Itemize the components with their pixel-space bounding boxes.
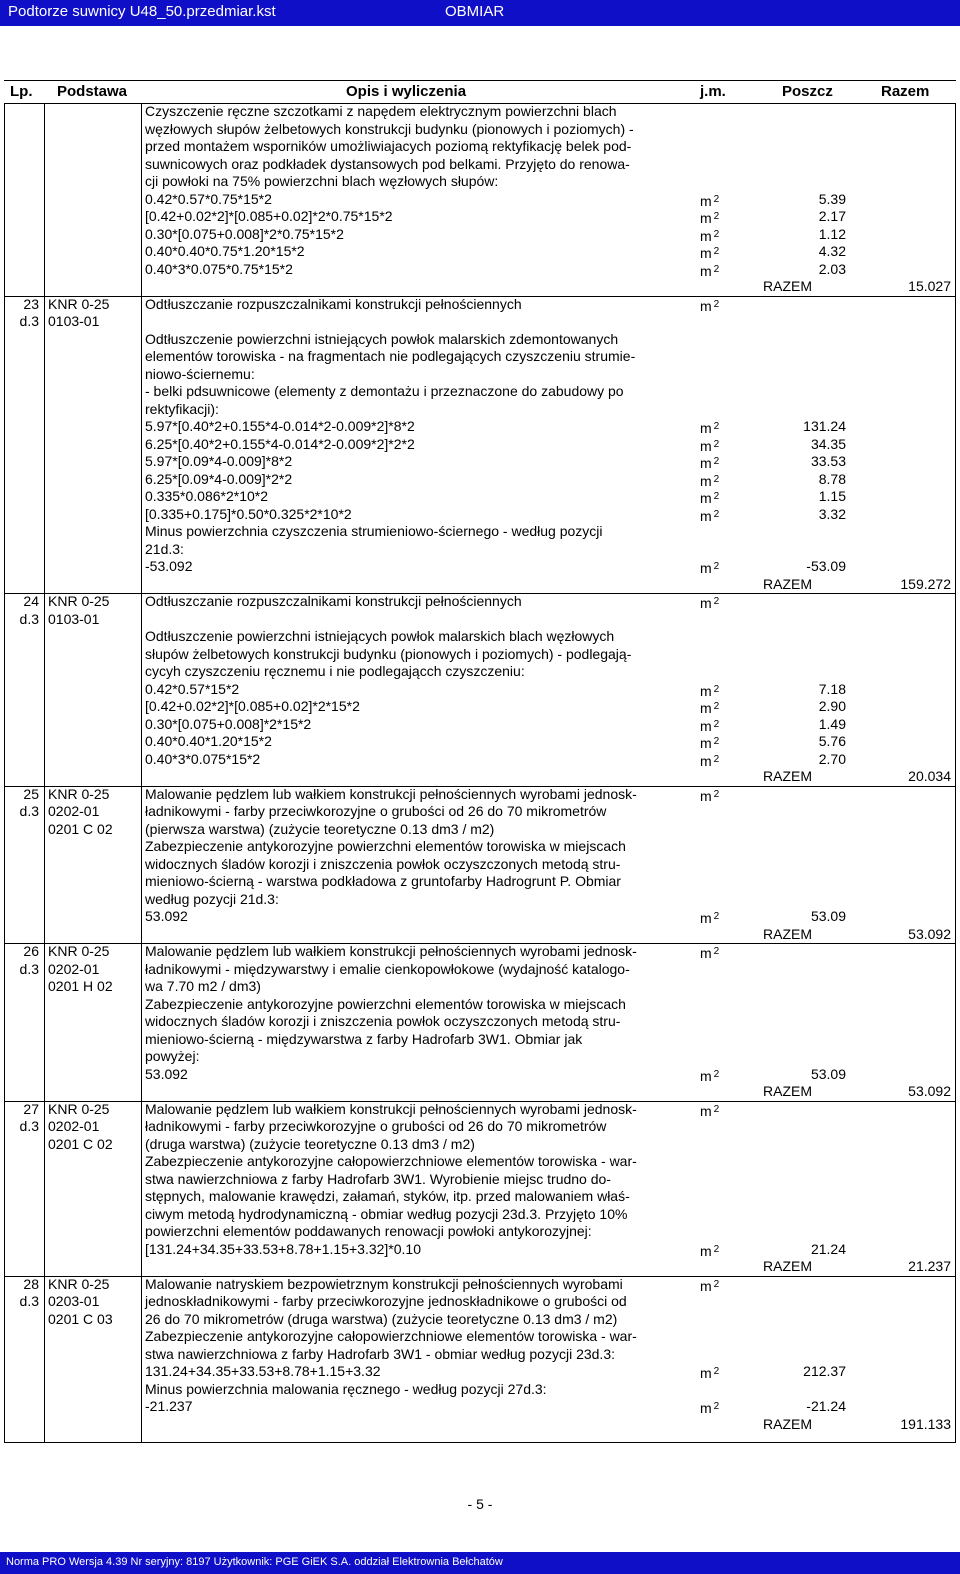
description-text: ładnikowymi - farby przeciwkorozyjne o grubości od 26 do 70 mikrometrów [145, 1118, 607, 1134]
description-text: 5.97*[0.09*4-0.009]*8*2 [145, 453, 293, 469]
description-text: [131.24+34.35+33.53+8.78+1.15+3.32]*0.10 [145, 1240, 421, 1257]
razem-label: RAZEM [763, 1415, 812, 1432]
description-text: ciwym metodą hydrodynamiczną - obmiar według pozycji 23d.3. Przyjęto 10% [145, 1205, 628, 1222]
description-text: [0.335+0.175]*0.50*0.325*2*10*2 [145, 505, 352, 522]
unit-cell: m $^2$ [700, 595, 720, 611]
unit-cell: m $^2$ [700, 245, 720, 261]
unit-cell: m $^2$ [700, 297, 720, 314]
unit-cell: m $^2$ [700, 1242, 720, 1259]
description-text: stwa nawierzchniowa z farby Hadrofarb 3W1. Wyrobienie miejsc trudno do- [145, 1170, 611, 1187]
table-row [0, 1346, 960, 1364]
table-row [0, 1136, 960, 1154]
table-bottom-border [4, 1442, 956, 1443]
description-text: ładnikowymi - międzywarstwy i emalie cienkopowłokowe (wydajność katalogo- [145, 960, 630, 977]
description-text: 26 do 70 mikrometrów (druga warstwa) (zużycie teoretyczne 0.13 dm3 / m2) [145, 1310, 618, 1327]
description-text: elementów torowiska - na fragmentach nie podlegających czyszczeniu strumie- [145, 348, 636, 364]
position-number: d.3 [19, 1293, 39, 1309]
table-row [0, 138, 960, 156]
quantity-cell: 8.78 [818, 470, 846, 487]
unit-cell: m $^2$ [700, 682, 720, 699]
quantity-cell: 1.49 [818, 715, 846, 732]
description-text: Odtłuszczanie rozpuszczalnikami konstrukcji pełnościennych [145, 593, 522, 609]
unit-cell: m $^2$ [700, 1365, 720, 1381]
table-row [0, 1258, 960, 1276]
razem-value: 15.027 [908, 278, 951, 294]
table-row [0, 751, 960, 769]
table-row [0, 506, 960, 524]
description-text: węzłowych słupów żelbetowych konstrukcji budynku (pionowych i poziomych) - [145, 120, 634, 137]
unit-cell: m $^2$ [700, 1400, 720, 1416]
description-text: 6.25*[0.40*2+0.155*4-0.014*2-0.009*2]*2*2 [145, 435, 415, 452]
description-text: suwnicowych oraz podkładek dystansowych pod belkami. Przyjęto do renowa- [145, 155, 630, 172]
table-row [0, 1118, 960, 1136]
table-row [0, 856, 960, 874]
table-row [0, 331, 960, 349]
description-text: mieniowo-ścierną - międzywarstwa z farby Hadrofarb 3W1. Obmiar jak [145, 1030, 583, 1047]
description-text: niowo-ściernemu: [145, 365, 255, 382]
description-text: 0.30*[0.075+0.008]*2*15*2 [145, 715, 312, 732]
quantity-cell: 5.39 [818, 190, 846, 207]
basis-code: 0201 C 02 [48, 1135, 113, 1152]
razem-label: RAZEM [763, 1258, 812, 1274]
basis-code: 0202-01 [48, 960, 100, 977]
position-number: 24 [23, 593, 39, 609]
table-row [0, 943, 960, 961]
table-row [0, 1311, 960, 1329]
description-text: Odtłuszczanie rozpuszczalnikami konstrukcji pełnościennych [145, 295, 522, 312]
basis-code: KNR 0-25 [48, 1100, 110, 1117]
table-row [0, 593, 960, 611]
description-text: (druga warstwa) (zużycie teoretyczne 0.13 dm3 / m2) [145, 1135, 475, 1152]
table-row [0, 733, 960, 751]
description-text: Odtłuszczenie powierzchni istniejących powłok malarskich zdemontowanych [145, 330, 619, 347]
description-text: Czyszczenie ręczne szczotkami z napędem elektrycznym powierzchni blach [145, 103, 617, 119]
quantity-cell: 3.32 [818, 505, 846, 522]
table-row [0, 488, 960, 506]
basis-code: KNR 0-25 [48, 943, 110, 959]
table-row [0, 1223, 960, 1241]
quantity-cell: 7.18 [818, 680, 846, 697]
header-opis: Opis i wyliczenia [346, 83, 467, 100]
table-row [0, 523, 960, 541]
basis-code: KNR 0-25 [48, 1275, 110, 1292]
table-row [0, 716, 960, 734]
razem-label: RAZEM [763, 1083, 812, 1099]
description-text: wa 7.70 m2 / dm3) [145, 978, 261, 994]
table-row [0, 873, 960, 891]
table-row [0, 558, 960, 576]
unit-cell: m $^2$ [700, 910, 720, 926]
table-row [0, 611, 960, 629]
description-text: słupów żelbetowych konstrukcji budynku (pionowych i poziomych) - podlegają- [145, 645, 632, 662]
basis-code: 0202-01 [48, 803, 100, 819]
description-text: 0.40*0.40*1.20*15*2 [145, 733, 272, 749]
table-row [0, 1031, 960, 1049]
table-row [0, 663, 960, 681]
quantity-cell: 33.53 [810, 453, 846, 469]
description-text: - belki pdsuwnicowe (elementy z demontażu i przeznaczone do zabudowy po [145, 383, 624, 399]
section-name: OBMIAR [445, 3, 505, 20]
title-bar [0, 0, 960, 26]
unit-cell: m $^2$ [700, 227, 720, 244]
table-row [0, 961, 960, 979]
quantity-cell: 212.37 [803, 1363, 846, 1379]
quantity-cell: 4.32 [818, 243, 846, 259]
description-text: Malowanie natryskiem bezpowietrznym konstrukcji pełnościennych wyrobami [145, 1275, 623, 1292]
razem-value: 191.133 [900, 1415, 951, 1432]
description-text: Zabezpieczenie antykorozyjne powierzchni elementów torowiska w miejscach [145, 995, 626, 1012]
razem-label: RAZEM [763, 768, 812, 784]
basis-code: KNR 0-25 [48, 785, 110, 802]
table-row [0, 401, 960, 419]
quantity-cell: 131.24 [803, 418, 846, 434]
unit-cell: m $^2$ [700, 472, 720, 489]
description-text: Malowanie pędzlem lub wałkiem konstrukcji pełnościennych wyrobami jednosk- [145, 943, 637, 959]
unit-cell: m $^2$ [700, 560, 720, 576]
description-text: mieniowo-ścierną - warstwa podkładowa z gruntofarby Hadrogrunt P. Obmiar [145, 873, 621, 889]
table-row [0, 296, 960, 314]
table-row [0, 191, 960, 209]
razem-label: RAZEM [763, 925, 812, 942]
table-row [0, 1416, 960, 1434]
table-row [0, 1398, 960, 1416]
unit-cell: m $^2$ [700, 717, 720, 734]
quantity-cell: 1.15 [818, 488, 846, 504]
table-row [0, 453, 960, 471]
description-text: widocznych śladów korozji i zniszczenia powłok oczyszczonych metodą stru- [145, 855, 621, 872]
table-row [0, 436, 960, 454]
unit-cell: m $^2$ [700, 752, 720, 769]
description-text: -21.237 [145, 1398, 193, 1414]
description-text: 0.42*0.57*15*2 [145, 680, 240, 697]
basis-code: 0203-01 [48, 1293, 100, 1309]
description-text: (pierwsza warstwa) (zużycie teoretyczne 0.13 dm3 / m2) [145, 820, 495, 837]
table-row [0, 261, 960, 279]
basis-code: 0201 H 02 [48, 978, 113, 994]
table-row [0, 698, 960, 716]
table-row [0, 628, 960, 646]
unit-cell: m $^2$ [700, 455, 720, 471]
table-row [0, 366, 960, 384]
unit-cell: m $^2$ [700, 700, 720, 716]
quantity-cell: -53.09 [806, 558, 846, 574]
description-text: Zabezpieczenie antykorozyjne całopowierzchniowe elementów torowiska - war- [145, 1153, 637, 1169]
description-text: Minus powierzchnia czyszczenia strumieniowo-ściernego - według pozycji [145, 523, 603, 539]
quantity-cell: 1.12 [818, 225, 846, 242]
table-row [0, 768, 960, 786]
description-text: 131.24+34.35+33.53+8.78+1.15+3.32 [145, 1363, 381, 1379]
table-row [0, 278, 960, 296]
quantity-cell: 53.09 [810, 908, 846, 924]
quantity-cell: 2.03 [818, 260, 846, 277]
unit-cell: m $^2$ [700, 1067, 720, 1084]
razem-value: 20.034 [908, 768, 951, 784]
razem-label: RAZEM [763, 575, 812, 592]
position-number: d.3 [19, 1118, 39, 1134]
description-text: cji powłoki na 75% powierzchni blach węzłowych słupów: [145, 173, 499, 189]
description-text: 53.092 [145, 908, 188, 924]
table-row [0, 243, 960, 261]
table-row [0, 173, 960, 191]
razem-value: 159.272 [900, 575, 951, 592]
description-text: cycyh czyszczeniu ręcznemu i nie podlegającch czyszczeniu: [145, 663, 525, 679]
description-text: 21d.3: [145, 540, 184, 557]
basis-code: KNR 0-25 [48, 593, 110, 609]
unit-cell: m $^2$ [700, 210, 720, 226]
footer-bar [0, 1552, 960, 1574]
table-row [0, 541, 960, 559]
position-number: d.3 [19, 313, 39, 329]
description-text: ładnikowymi - farby przeciwkorozyjne o grubości od 26 do 70 mikrometrów [145, 803, 607, 819]
description-text: Malowanie pędzlem lub wałkiem konstrukcji pełnościennych wyrobami jednosk- [145, 1100, 637, 1117]
table-row [0, 1276, 960, 1294]
table-row [0, 978, 960, 996]
description-text: Malowanie pędzlem lub wałkiem konstrukcji pełnościennych wyrobami jednosk- [145, 785, 637, 802]
description-text: widocznych śladów korozji i zniszczenia powłok oczyszczonych metodą stru- [145, 1013, 621, 1029]
razem-value: 53.092 [908, 1083, 951, 1099]
unit-cell: m $^2$ [700, 787, 720, 804]
table-row [0, 1048, 960, 1066]
unit-cell: m $^2$ [700, 437, 720, 454]
table-row [0, 838, 960, 856]
unit-cell: m $^2$ [700, 735, 720, 751]
description-text: stępnych, malowanie krawędzi, załamań, styków, itp. przed malowaniem właś- [145, 1188, 630, 1204]
position-number: d.3 [19, 960, 39, 977]
basis-code: 0201 C 03 [48, 1310, 113, 1327]
header-jm: j.m. [700, 83, 726, 100]
table-row [0, 156, 960, 174]
quantity-cell: 5.76 [818, 733, 846, 749]
description-text: jednoskładnikowymi - farby przeciwkorozyjne jednoskładnikowe o grubości od [145, 1293, 627, 1309]
basis-code: 0202-01 [48, 1118, 100, 1134]
basis-code: 0103-01 [48, 610, 100, 627]
table-row [0, 1206, 960, 1224]
table-row [0, 226, 960, 244]
table-row [0, 1153, 960, 1171]
basis-code: 0103-01 [48, 313, 100, 329]
table-row [0, 908, 960, 926]
footer-text: Norma PRO Wersja 4.39 Nr seryjny: 8197 Użytkownik: PGE GiEK S.A. oddział Elektrownia Bełchatów [6, 1556, 503, 1568]
table-row [0, 208, 960, 226]
quantity-cell: 2.90 [818, 698, 846, 714]
position-number: 27 [23, 1100, 39, 1117]
description-text: stwa nawierzchniowa z farby Hadrofarb 3W1 - obmiar według pozycji 23d.3: [145, 1345, 615, 1362]
unit-cell: m $^2$ [700, 420, 720, 436]
description-text: 0.40*0.40*0.75*1.20*15*2 [145, 243, 305, 259]
table-row [0, 681, 960, 699]
quantity-cell: 53.09 [810, 1065, 846, 1082]
table-row [0, 646, 960, 664]
description-text: powierzchni elementów poddawanych renowacji powłoki antykorozyjnej: [145, 1223, 592, 1239]
description-text: według pozycji 21d.3: [145, 890, 279, 907]
description-text: 5.97*[0.40*2+0.155*4-0.014*2-0.009*2]*8*2 [145, 418, 415, 434]
table-row [0, 121, 960, 139]
quantity-cell: 2.70 [818, 750, 846, 767]
description-text: -53.092 [145, 558, 193, 574]
table-row [0, 1241, 960, 1259]
razem-value: 53.092 [908, 925, 951, 942]
description-text: [0.42+0.02*2]*[0.085+0.02]*2*0.75*15*2 [145, 208, 393, 224]
description-text: powyżej: [145, 1048, 200, 1064]
description-text: Zabezpieczenie antykorozyjne powierzchni elementów torowiska w miejscach [145, 838, 626, 854]
description-text: Odtłuszczenie powierzchni istniejących powłok malarskich blach węzłowych [145, 628, 615, 644]
quantity-cell: 21.24 [810, 1240, 846, 1257]
table-row [0, 803, 960, 821]
position-number: 26 [23, 943, 39, 959]
description-text: 0.42*0.57*0.75*15*2 [145, 190, 272, 207]
table-row [0, 383, 960, 401]
document-filename: Podtorze suwnicy U48_50.przedmiar.kst [8, 3, 276, 20]
unit-cell: m $^2$ [700, 1277, 720, 1294]
table-row [0, 313, 960, 331]
table-row [0, 996, 960, 1014]
header-podstawa: Podstawa [57, 83, 128, 100]
position-number: 25 [23, 785, 39, 802]
description-text: 0.40*3*0.075*15*2 [145, 750, 261, 767]
unit-cell: m $^2$ [700, 262, 720, 279]
unit-cell: m $^2$ [700, 945, 720, 961]
razem-label: RAZEM [763, 278, 812, 294]
description-text: [0.42+0.02*2]*[0.085+0.02]*2*15*2 [145, 698, 360, 714]
table-row [0, 821, 960, 839]
table-row [0, 471, 960, 489]
description-text: Minus powierzchnia malowania ręcznego - według pozycji 27d.3: [145, 1380, 547, 1397]
unit-cell: m $^2$ [700, 507, 720, 524]
description-text: 0.335*0.086*2*10*2 [145, 488, 269, 504]
table-row [0, 891, 960, 909]
table-row [0, 786, 960, 804]
quantity-cell: 2.17 [818, 208, 846, 224]
table-row [0, 1101, 960, 1119]
position-number: 28 [23, 1275, 39, 1292]
page-number: - 5 - [467, 1496, 493, 1512]
position-number: d.3 [19, 610, 39, 627]
quantity-cell: -21.24 [806, 1398, 846, 1414]
table-row [0, 576, 960, 594]
table-row [0, 1013, 960, 1031]
unit-cell: m $^2$ [700, 490, 720, 506]
basis-code: 0201 C 02 [48, 820, 113, 837]
unit-cell: m $^2$ [700, 1102, 720, 1119]
table-row [0, 1171, 960, 1189]
table-row [0, 1328, 960, 1346]
table-header [4, 80, 956, 104]
table-row [0, 1293, 960, 1311]
table-row [0, 926, 960, 944]
header-lp: Lp. [10, 83, 33, 100]
position-number: d.3 [19, 803, 39, 819]
table-row [0, 1363, 960, 1381]
position-number: 23 [23, 295, 39, 312]
description-text: Zabezpieczenie antykorozyjne całopowierzchniowe elementów torowiska - war- [145, 1328, 637, 1344]
description-text: rektyfikacji): [145, 400, 219, 417]
header-razem: Razem [881, 83, 930, 100]
table-row [0, 418, 960, 436]
description-text: 53.092 [145, 1065, 188, 1082]
description-text: 0.40*3*0.075*0.75*15*2 [145, 260, 293, 277]
table-row [0, 1066, 960, 1084]
table-row [0, 348, 960, 366]
table-row [0, 1188, 960, 1206]
header-poszcz: Poszcz [782, 83, 833, 100]
description-text: 0.30*[0.075+0.008]*2*0.75*15*2 [145, 225, 344, 242]
basis-code: KNR 0-25 [48, 295, 110, 312]
quantity-cell: 34.35 [810, 435, 846, 452]
table-row [0, 1083, 960, 1101]
description-text: 6.25*[0.09*4-0.009]*2*2 [145, 470, 293, 487]
razem-value: 21.237 [908, 1258, 951, 1274]
table-row [0, 1381, 960, 1399]
unit-cell: m $^2$ [700, 192, 720, 209]
table-row [0, 103, 960, 121]
description-text: przed montażem wsporników umożliwiajacych poziomą rektyfikację belek pod- [145, 138, 632, 154]
